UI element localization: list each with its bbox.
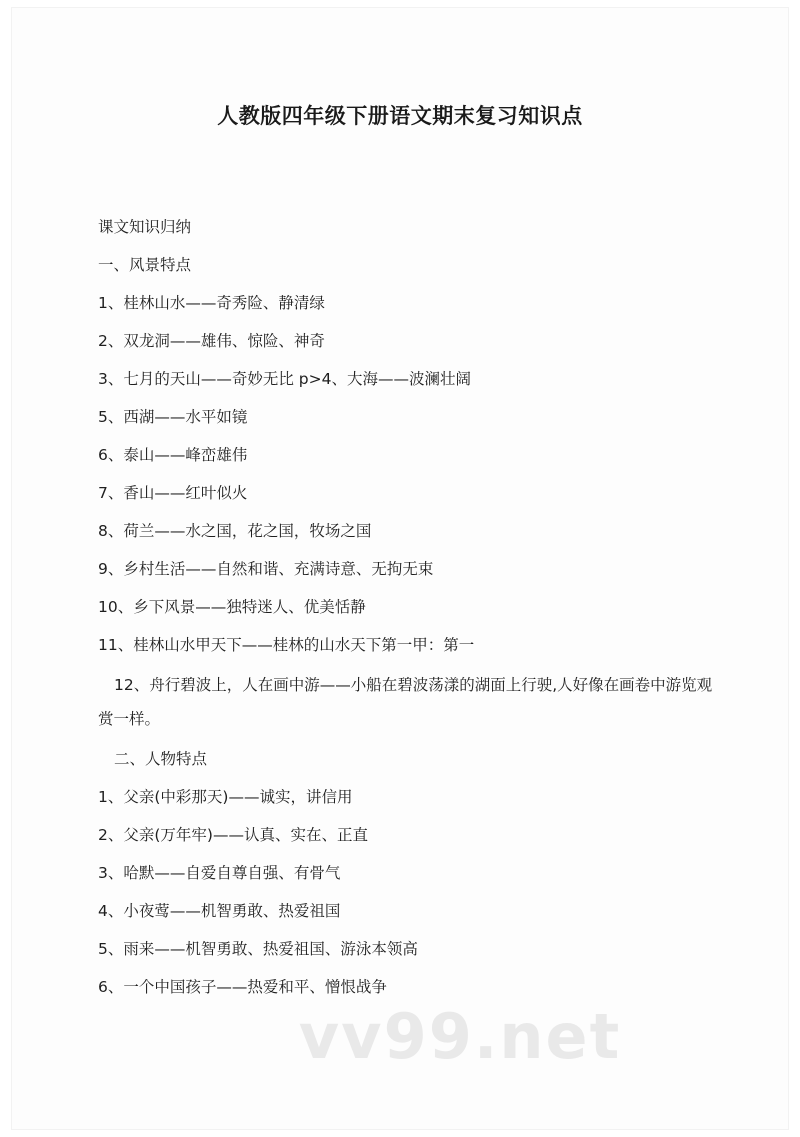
body-line: 5、西湖——水平如镜 xyxy=(98,408,248,426)
document-body xyxy=(98,208,722,1006)
body-line: 1、桂林山水——奇秀险、静清绿 xyxy=(98,294,325,312)
body-line: 课文知识归纳 xyxy=(98,218,192,236)
body-line: 10、乡下风景——独特迷人、优美恬静 xyxy=(98,598,366,616)
body-line: 12、舟行碧波上，人在画中游——小船在碧波荡漾的湖面上行驶,人好像在画卷中游览观赏一样。 xyxy=(98,676,713,728)
body-line: 7、香山——红叶似火 xyxy=(98,484,248,502)
body-line: 一、风景特点 xyxy=(98,256,192,274)
body-line: 二、人物特点 xyxy=(114,750,208,768)
body-line: 6、一个中国孩子——热爱和平、憎恨战争 xyxy=(98,978,387,996)
body-line: 6、泰山——峰峦雄伟 xyxy=(98,446,248,464)
page-title: 人教版四年级下册语文期末复习知识点 xyxy=(217,104,583,128)
page-sheet xyxy=(12,8,788,1129)
body-line: 2、父亲(万年牢)——认真、实在、正直 xyxy=(98,826,368,844)
watermark: vv99.net xyxy=(298,1000,622,1073)
body-line: 11、桂林山水甲天下——桂林的山水天下第一甲：第一 xyxy=(98,636,475,654)
body-line: 9、乡村生活——自然和谐、充满诗意、无拘无束 xyxy=(98,560,434,578)
body-line: 8、荷兰——水之国，花之国，牧场之国 xyxy=(98,522,372,540)
body-line: 3、哈默——自爱自尊自强、有骨气 xyxy=(98,864,341,882)
body-line: 3、七月的天山——奇妙无比 p>4、大海——波澜壮阔 xyxy=(98,370,471,388)
body-line: 4、小夜莺——机智勇敢、热爱祖国 xyxy=(98,902,341,920)
body-line: 2、双龙洞——雄伟、惊险、神奇 xyxy=(98,332,325,350)
body-line: 5、雨来——机智勇敢、热爱祖国、游泳本领高 xyxy=(98,940,418,958)
body-line: 1、父亲(中彩那天)——诚实，讲信用 xyxy=(98,788,353,806)
